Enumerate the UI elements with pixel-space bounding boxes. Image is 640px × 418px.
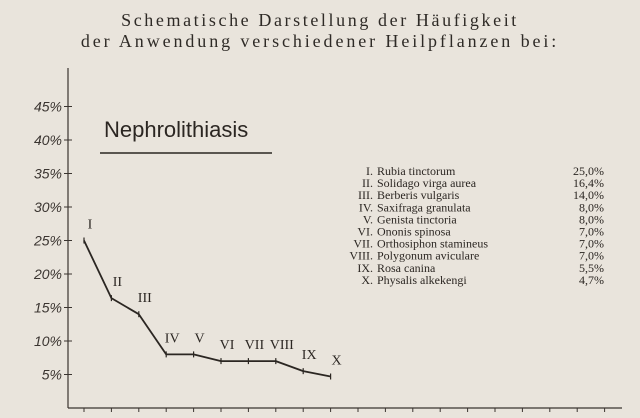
category-label-II: II xyxy=(112,275,123,291)
legend-value: 7,0% xyxy=(579,224,604,239)
legend-name: Physalis alkekengi xyxy=(377,272,467,287)
legend-number: IX. xyxy=(357,260,373,275)
category-label-IV: IV xyxy=(164,331,180,347)
category-label-IX: IX xyxy=(301,348,317,364)
y-tick-label: 40% xyxy=(33,132,62,148)
legend-name: Saxifraga granulata xyxy=(377,200,471,215)
y-tick-label: 15% xyxy=(33,299,62,316)
legend-name: Orthosiphon stamineus xyxy=(377,236,488,251)
category-label-VII: VII xyxy=(244,338,265,354)
disease-label: Nephrolithiasis xyxy=(104,117,249,142)
chart-title-line-1: Schematische Darstellung der Häufigkeit xyxy=(121,10,519,30)
legend-value: 7,0% xyxy=(579,248,604,263)
legend-value: 25,0% xyxy=(573,164,604,178)
category-label-VI: VI xyxy=(219,338,235,354)
legend-number: VII. xyxy=(353,236,373,251)
y-tick-label: 20% xyxy=(33,266,62,282)
legend-name: Berberis vulgaris xyxy=(377,188,460,203)
legend-value: 5,5% xyxy=(579,260,604,275)
legend-number: X. xyxy=(361,272,373,287)
legend-number: I. xyxy=(366,164,373,178)
legend-name: Genista tinctoria xyxy=(377,212,457,227)
disease-label-group xyxy=(100,117,272,153)
category-label-I: I xyxy=(87,217,93,233)
legend-value: 8,0% xyxy=(579,200,604,215)
legend-name: Rubia tinctorum xyxy=(377,164,456,178)
legend-name: Ononis spinosa xyxy=(377,224,451,239)
category-label-III: III xyxy=(137,291,152,307)
legend-number: III. xyxy=(358,188,373,203)
y-tick-label: 45% xyxy=(33,98,62,115)
y-tick-label: 35% xyxy=(33,165,62,182)
legend-number: VI. xyxy=(357,224,373,239)
legend-value: 4,7% xyxy=(579,272,604,287)
legend-number: II. xyxy=(362,176,373,191)
legend-value: 16,4% xyxy=(573,176,604,191)
chart-title-line-2: der Anwendung verschiedener Heilpflanzen bei: xyxy=(80,31,560,51)
y-tick-label: 30% xyxy=(33,199,62,215)
legend-name: Rosa canina xyxy=(377,260,436,275)
y-tick-label: 25% xyxy=(33,232,62,249)
data-series xyxy=(84,238,331,380)
legend-number: VIII. xyxy=(349,248,373,263)
y-tick-label: 5% xyxy=(41,366,62,383)
legend-name: Solidago virga aurea xyxy=(377,176,477,191)
category-labels xyxy=(88,218,342,369)
y-ticks xyxy=(33,99,72,383)
legend-value: 8,0% xyxy=(579,212,604,227)
legend-number: IV. xyxy=(358,200,373,215)
series-line xyxy=(84,241,331,377)
legend-value: 14,0% xyxy=(573,188,604,203)
y-tick-label: 10% xyxy=(33,333,62,349)
legend-number: V. xyxy=(362,212,373,227)
legend-name: Polygonum aviculare xyxy=(377,248,480,263)
legend xyxy=(349,164,604,287)
category-label-V: V xyxy=(194,331,205,347)
category-label-VIII: VIII xyxy=(269,338,294,354)
category-label-X: X xyxy=(331,353,342,369)
legend-value: 7,0% xyxy=(579,236,604,251)
